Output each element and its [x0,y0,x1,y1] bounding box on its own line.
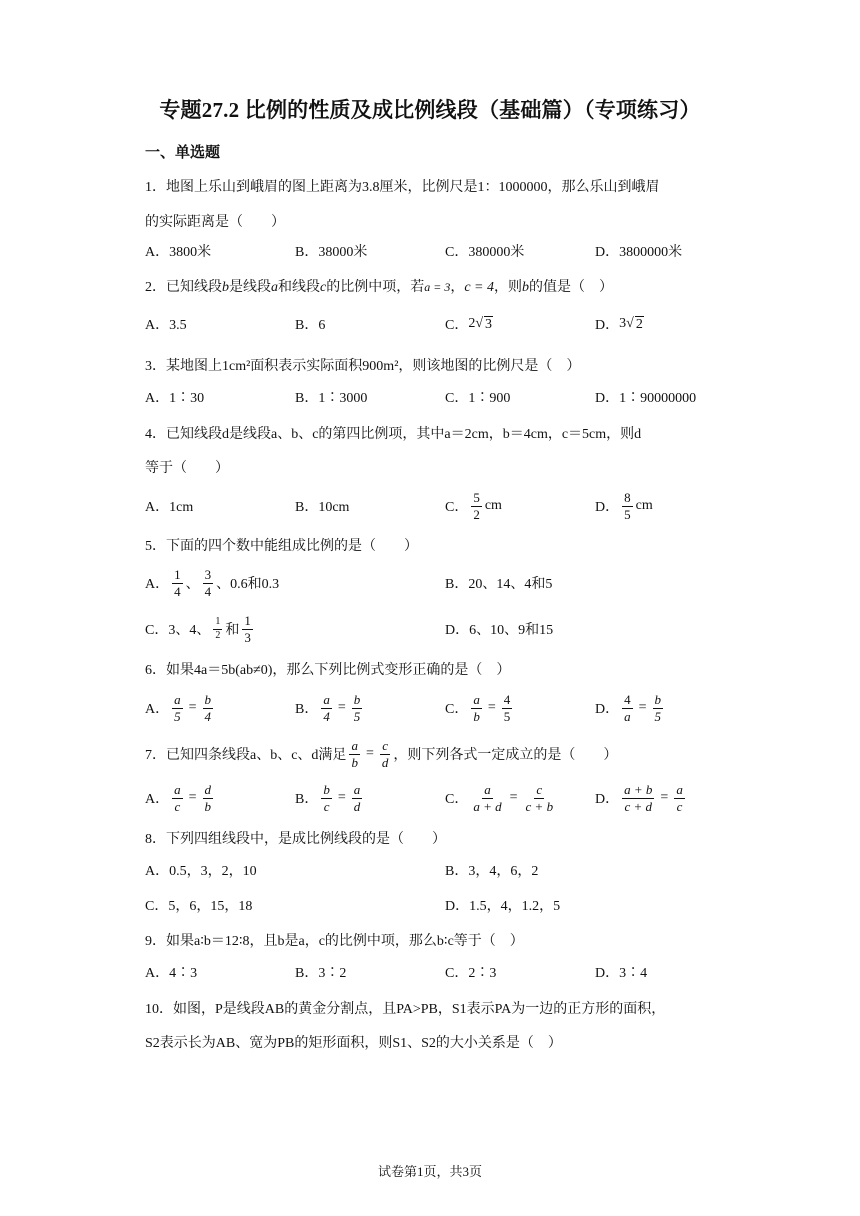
page-title: 专题27.2 比例的性质及成比例线段（基础篇）（专项练习） [159,98,701,122]
question-5-options-row-2 [145,612,725,646]
option-a[interactable]: A． $\frac{1}{4}$ 、 $\frac{3}{4}$ 、0.6和0.3 [145,566,280,599]
option-d[interactable]: D．1∶90000000 [595,391,697,406]
fraction: $\frac{8}{5}$ [624,489,631,522]
fraction: $\frac{a}{c}$ [174,781,181,814]
question-8-stem: 8．下列四组线段中，是成比例线段的是（ ） [145,832,446,847]
option-b[interactable]: B． $\frac{a}{4}$ = $\frac{b}{5}$ [295,691,361,724]
question-1-options [145,237,725,265]
option-d[interactable]: D．3800000米 [595,245,683,260]
question-2-options [145,310,725,338]
option-b[interactable]: B．10cm [295,500,350,515]
option-b[interactable]: B．20、14、4和5 [445,577,553,592]
question-2-stem: 2．已知线段b是线段a和线段c的比例中项，若a = 3，c = 4，则b的值是（ ） [145,280,613,295]
fraction: $\frac{a + b}{c + d}$ [624,781,653,814]
option-a[interactable]: A．1cm [145,500,194,515]
option-a[interactable]: A． $\frac{a}{c}$ = $\frac{d}{b}$ [145,781,212,814]
option-b[interactable]: B．6 [295,318,326,333]
fraction: $\frac{4}{a}$ [624,691,631,724]
fraction: $\frac{4}{5}$ [503,691,511,724]
fraction: $\frac{1}{2}$ [215,616,221,641]
question-8-options-row-2 [145,891,725,919]
fraction: $\frac{a}{a + d}$ [473,781,502,814]
option-a[interactable]: A．0.5，3，2，10 [145,864,257,879]
question-7-stem: 7．已知四条线段a、b、c、d满足 $\frac{a}{b}$ = $\frac{c}{d}$ ，则下列各式一定成立的是（ ） [145,737,618,770]
fraction: $\frac{d}{b}$ [204,781,212,814]
fraction: $\frac{a}{c}$ [676,781,683,814]
option-d[interactable]: D． $\frac{a + b}{c + d}$ = $\frac{a}{c}$ [595,781,683,814]
fraction: $\frac{b}{5}$ [353,691,361,724]
question-3-options [145,383,725,411]
question-1-line-2: 的实际距离是（ ） [145,215,285,230]
question-6-stem: 6．如果4a＝5b(ab≠0)，那么下列比例式变形正确的是（ ） [145,663,511,678]
option-b[interactable]: B．38000米 [295,245,368,260]
option-a[interactable]: A．3.5 [145,318,187,333]
question-4-line-2: 等于（ ） [145,461,229,476]
fraction: $\frac{c}{d}$ [381,737,389,770]
option-d[interactable]: D．3∶4 [595,966,648,981]
question-10-line-2: S2表示长为AB、宽为PB的矩形面积，则S1、S2的大小关系是（ ） [145,1036,562,1051]
fraction: $\frac{a}{4}$ [323,691,330,724]
option-b[interactable]: B．3∶2 [295,966,347,981]
question-9-options [145,958,725,986]
question-3-stem: 3．某地图上1cm²面积表示实际面积900m²，则该地图的比例尺是（ ） [145,359,581,374]
option-d[interactable]: D．1.5，4，1.2，5 [445,899,561,914]
fraction: $\frac{c}{c + b}$ [525,781,554,814]
fraction: $\frac{5}{2}$ [473,489,480,522]
option-d[interactable]: D． $\frac{4}{a}$ = $\frac{b}{5}$ [595,691,662,724]
question-6-options [145,690,725,726]
question-7-options [145,780,725,816]
question-4-line-1: 4．已知线段d是线段a、b、c的第四比例项，其中a＝2cm，b＝4cm，c＝5cm，则d [145,427,642,442]
question-4-options [145,490,725,522]
option-d[interactable]: D． $\frac{8}{5}$ cm [595,489,653,522]
option-c[interactable]: C．5，6，15，18 [145,899,253,914]
fraction: $\frac{b}{5}$ [654,691,662,724]
option-c[interactable]: C． $\frac{a}{a + d}$ = $\frac{c}{c + b}$ [445,781,554,814]
option-c[interactable]: C． $\frac{a}{b}$ = $\frac{4}{5}$ [445,691,511,724]
question-1-line-1: 1．地图上乐山到峨眉的图上距离为3.8厘米，比例尺是1：1000000，那么乐山到峨眉 [145,180,660,195]
option-b[interactable]: B．3，4，6，2 [445,864,539,879]
page-footer: 试卷第1页，共3页 [377,1164,482,1179]
question-10-line-1: 10．如图，P是线段AB的黄金分割点，且PA>PB，S1表示PA为一边的正方形的面积， [145,1002,666,1017]
question-5-options-row-1 [145,566,725,600]
option-c[interactable]: C． 2 √ 3 [445,315,493,333]
option-c[interactable]: C．1∶900 [445,391,511,406]
option-a[interactable]: A．1∶30 [145,391,205,406]
option-d[interactable]: D． 3 √ 2 [595,315,643,333]
option-a[interactable]: A． $\frac{a}{5}$ = $\frac{b}{4}$ [145,691,212,724]
fraction: $\frac{a}{d}$ [353,781,361,814]
option-b[interactable]: B．1∶3000 [295,391,368,406]
option-a[interactable]: A．4∶3 [145,966,198,981]
question-9-stem: 9．如果a∶b＝12∶8，且b是a，c的比例中项，那么b∶c等于（ ） [145,934,524,949]
sqrt-expression: √ 3 [475,315,493,332]
option-c[interactable]: C．380000米 [445,245,525,260]
fraction: $\frac{a}{b}$ [473,691,480,724]
option-d[interactable]: D．6、10、9和15 [445,623,554,638]
option-c[interactable]: C．3、4、 $\frac{1}{2}$ 和 $\frac{1}{3}$ [145,612,251,645]
fraction: $\frac{a}{5}$ [174,691,181,724]
fraction: $\frac{b}{c}$ [323,781,330,814]
option-c[interactable]: C．2∶3 [445,966,497,981]
question-5-stem: 5．下面的四个数中能组成比例的是（ ） [145,539,418,554]
fraction: $\frac{b}{4}$ [204,691,212,724]
option-c[interactable]: C． $\frac{5}{2}$ cm [445,489,502,522]
fraction: $\frac{1}{4}$ [174,566,181,599]
section-heading: 一、单选题 [145,145,221,161]
fraction: $\frac{a}{b}$ [351,737,358,770]
fraction: $\frac{1}{3}$ [244,612,251,645]
sqrt-expression: √ 2 [626,315,643,332]
option-a[interactable]: A．3800米 [145,245,212,260]
option-b[interactable]: B． $\frac{b}{c}$ = $\frac{a}{d}$ [295,781,361,814]
fraction: $\frac{3}{4}$ [204,566,212,599]
question-8-options-row-1 [145,856,725,884]
